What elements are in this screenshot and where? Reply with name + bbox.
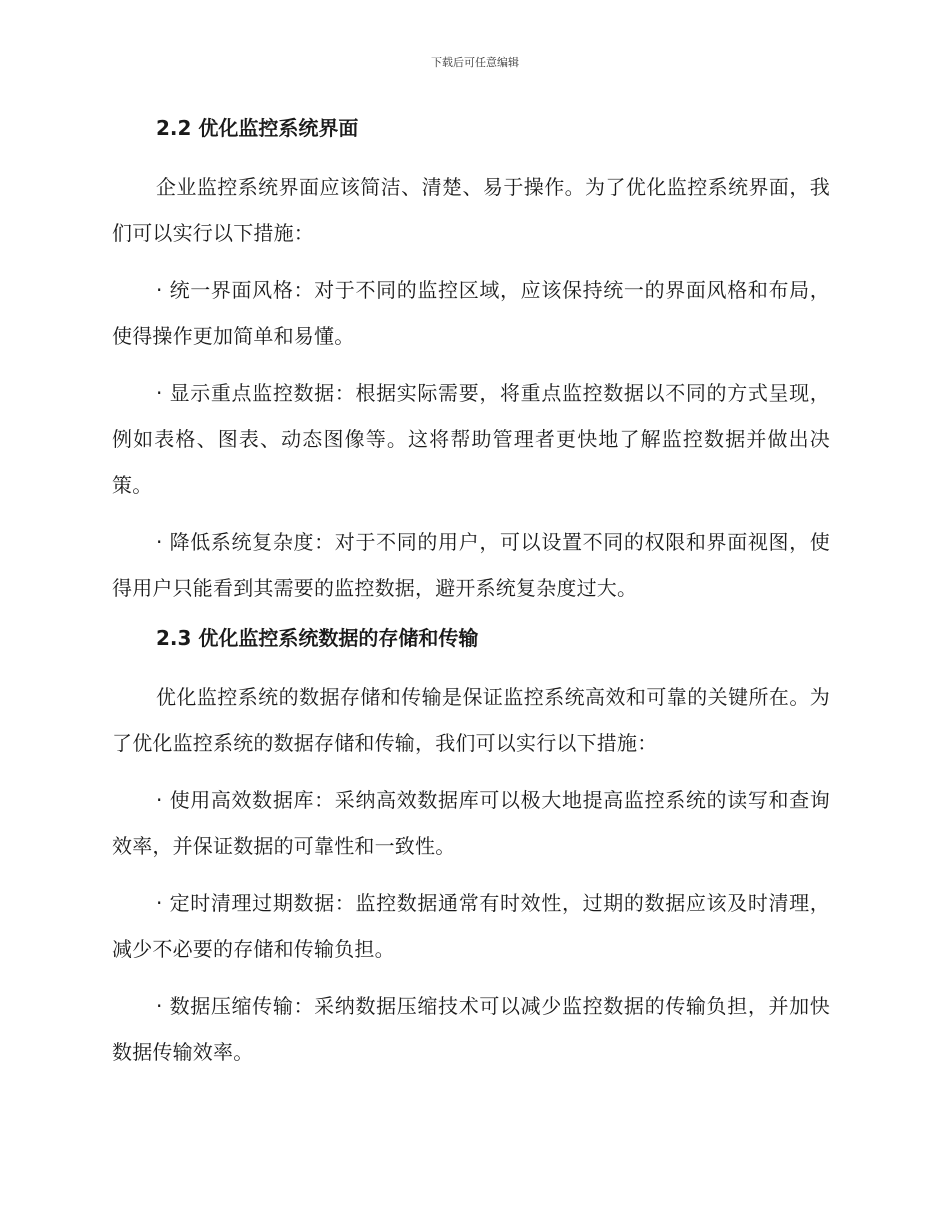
bullet-key-data: · 显示重点监控数据：根据实际需要，将重点监控数据以不同的方式呈现，例如表格、图表、动态图像等。这将帮助管理者更快地了解监控数据并做出决策。 [112, 381, 830, 497]
bullet-reduce-complexity: · 降低系统复杂度：对于不同的用户，可以设置不同的权限和界面视图，使得用户只能看到其需要的监控数据，避开系统复杂度过大。 [112, 530, 830, 600]
bullet-clean-expired-data: · 定时清理过期数据：监控数据通常有时效性，过期的数据应该及时清理，减少不必要的存储和传输负担。 [112, 891, 830, 961]
bullet-compress-transfer: · 数据压缩传输：采纳数据压缩技术可以减少监控数据的传输负担，并加快数据传输效率。 [112, 994, 830, 1064]
bullet-efficient-database: · 使用高效数据库：采纳高效数据库可以极大地提高监控系统的读写和查询效率，并保证数据的可靠性和一致性。 [112, 788, 830, 858]
section-heading-2-3: 2.3 优化监控系统数据的存储和传输 [156, 626, 479, 650]
header-note: 下载后可任意编辑 [431, 56, 519, 69]
paragraph-intro-2-2: 企业监控系统界面应该简洁、清楚、易于操作。为了优化监控系统界面，我们可以实行以下措施： [112, 175, 830, 245]
paragraph-intro-2-3: 优化监控系统的数据存储和传输是保证监控系统高效和可靠的关键所在。为了优化监控系统的数据存储和传输，我们可以实行以下措施： [112, 685, 830, 755]
bullet-unified-style: · 统一界面风格：对于不同的监控区域，应该保持统一的界面风格和布局，使得操作更加简单和易懂。 [112, 278, 830, 348]
document-body [112, 112, 830, 1086]
section-heading-2-2: 2.2 优化监控系统界面 [156, 116, 359, 140]
